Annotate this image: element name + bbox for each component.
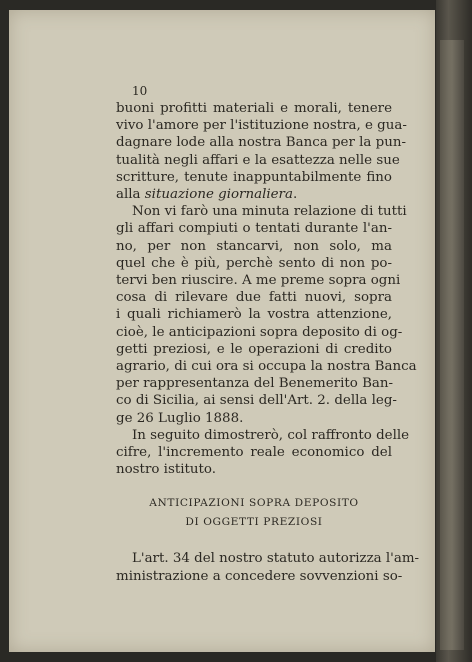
text-line: vivo l'amore per l'istituzione nostra, e gua-: [116, 118, 407, 134]
paragraph-3: [116, 427, 410, 479]
book-spine-edge: [436, 0, 472, 662]
page-number: 10: [132, 84, 148, 98]
text-line: quel che è più, perchè sento di non po-: [116, 255, 392, 271]
page-edge-strip: [440, 40, 464, 650]
text-line: ge 26 Luglio 1888.: [116, 410, 244, 426]
text-fragment: alla: [116, 187, 145, 203]
text-line: [116, 186, 392, 203]
paragraph-1: [116, 100, 407, 203]
text-line: buoni profitti materiali e morali, tenere: [116, 101, 392, 116]
body-text: [116, 100, 420, 585]
text-line: getti preziosi, e le operazioni di credito: [116, 341, 392, 357]
text-line: cioè, le anticipazioni sopra deposito di og-: [116, 324, 403, 340]
text-line: co di Sicilia, ai sensi dell'Art. 2. della leg-: [116, 393, 397, 409]
text-line: cifre, l'incremento reale economico del: [116, 445, 392, 461]
text-line: tervi ben riuscire. A me preme sopra ogni: [116, 273, 401, 289]
text-line: scritture, tenute inappuntabilmente fino: [116, 169, 392, 185]
text-line: cosa di rilevare due fatti nuovi, sopra: [116, 290, 392, 306]
heading-line: ANTICIPAZIONI SOPRA DEPOSITO: [149, 497, 359, 510]
text-line: i quali richiamerò la vostra attenzione,: [116, 307, 392, 323]
paragraph-2: [116, 203, 417, 427]
section-heading: [116, 494, 392, 532]
text-line: tualità negli affari e la esattezza nelle sue: [116, 152, 400, 168]
paragraph-4: [116, 550, 420, 584]
text-line: no, per non stancarvi, non solo, ma: [116, 238, 392, 254]
text-line: L'art. 34 del nostro statuto autorizza l'am-: [132, 551, 420, 567]
text-line: In seguito dimostrerò, col raffronto delle: [132, 427, 410, 443]
text-line: ministrazione a concedere sovvenzioni so-: [116, 568, 403, 584]
text-fragment: .: [292, 187, 298, 203]
text-line: gli affari compiuti o tentati durante l'an-: [116, 221, 392, 237]
heading-line: DI OGGETTI PREZIOSI: [185, 516, 323, 529]
text-line: nostro istituto.: [116, 462, 216, 478]
text-line: dagnare lode alla nostra Banca per la pun-: [116, 135, 406, 151]
text-line: per rappresentanza del Benemerito Ban-: [116, 376, 394, 392]
italic-phrase: situazione giornaliera: [144, 187, 293, 203]
text-line: Non vi farò una minuta relazione di tutti: [132, 204, 407, 220]
text-line: agrario, di cui ora si occupa la nostra Banca: [116, 359, 417, 375]
